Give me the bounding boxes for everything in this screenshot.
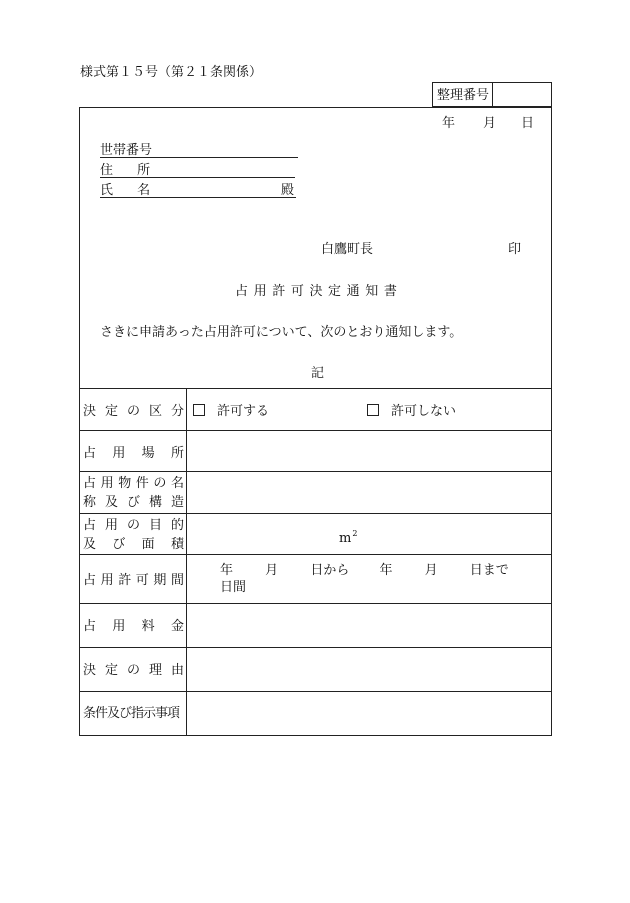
decision-label: 決 定 の 区 分 — [83, 404, 184, 419]
name-line[interactable] — [100, 184, 296, 198]
seiri-bango-label: 整理番号 — [437, 88, 490, 103]
row-line-1 — [80, 430, 551, 431]
seiri-bango-value[interactable] — [495, 86, 549, 103]
conditions-label: 条件及び指示事項 — [83, 706, 180, 721]
notice-body-text: さきに申請あった占用許可について、次のとおり通知します。 — [100, 325, 463, 340]
purpose-label-line1: 占 用 の 目 的 — [83, 518, 184, 533]
checkbox-icon-deny[interactable] — [367, 404, 379, 416]
issuer-name: 白鷹町長 — [321, 242, 374, 257]
row-line-2 — [80, 471, 551, 472]
object-label-line2: 称 及 び 構 造 — [83, 495, 184, 510]
checkbox-icon-approve[interactable] — [193, 404, 205, 416]
address-label-char-2: 所 — [137, 163, 151, 178]
form-frame — [79, 107, 552, 736]
purpose-label-line2: 及 び 面 積 — [83, 537, 184, 552]
area-unit — [339, 530, 357, 545]
seiri-bango-divider — [492, 83, 493, 106]
fee-label: 占 用 料 金 — [83, 619, 184, 634]
row-line-5 — [80, 603, 551, 604]
address-line[interactable] — [100, 164, 295, 178]
honorific: 殿 — [280, 183, 294, 198]
date-month: 月 — [483, 116, 497, 131]
name-label-char-2: 名 — [137, 183, 151, 198]
option-deny[interactable] — [367, 404, 456, 418]
place-label: 占 用 場 所 — [83, 446, 184, 461]
object-value-cell[interactable] — [188, 473, 550, 511]
household-number-line[interactable] — [100, 144, 298, 158]
area-unit-m: m — [339, 531, 352, 546]
object-label-line1: 占 用 物 件 の 名 — [83, 476, 184, 491]
ki-mark: 記 — [311, 366, 325, 381]
seiri-bango-box — [432, 82, 552, 107]
label-column-divider — [186, 388, 187, 735]
option-approve[interactable] — [193, 404, 269, 418]
row-line-3 — [80, 513, 551, 514]
row-line-6 — [80, 647, 551, 648]
period-line1: 年 月 日から 年 月 日まで — [220, 563, 509, 578]
row-line-4 — [80, 554, 551, 555]
reason-value-cell[interactable] — [188, 649, 550, 689]
place-value-cell[interactable] — [188, 432, 550, 470]
form-id: 様式第１５号（第２１条関係） — [80, 65, 263, 80]
period-line2: 日間 — [220, 580, 247, 595]
seal-mark: 印 — [508, 242, 522, 257]
table-top-line — [80, 388, 551, 389]
household-number-label: 世帯番号 — [100, 143, 153, 158]
row-line-7 — [80, 691, 551, 692]
document-title: 占 用 許 可 決 定 通 知 書 — [235, 284, 397, 299]
date-year: 年 — [442, 116, 456, 131]
name-label-char-1: 氏 — [100, 183, 114, 198]
date-day: 日 — [521, 116, 535, 131]
fee-value-cell[interactable] — [188, 605, 550, 645]
option-deny-label: 許可しない — [391, 404, 457, 419]
reason-label: 決 定 の 理 由 — [83, 663, 184, 678]
period-label: 占 用 許 可 期 間 — [83, 573, 184, 588]
area-unit-sup: 2 — [352, 529, 358, 538]
conditions-value-cell[interactable] — [188, 693, 550, 733]
address-label-char-1: 住 — [100, 163, 114, 178]
option-approve-label: 許可する — [217, 404, 270, 419]
